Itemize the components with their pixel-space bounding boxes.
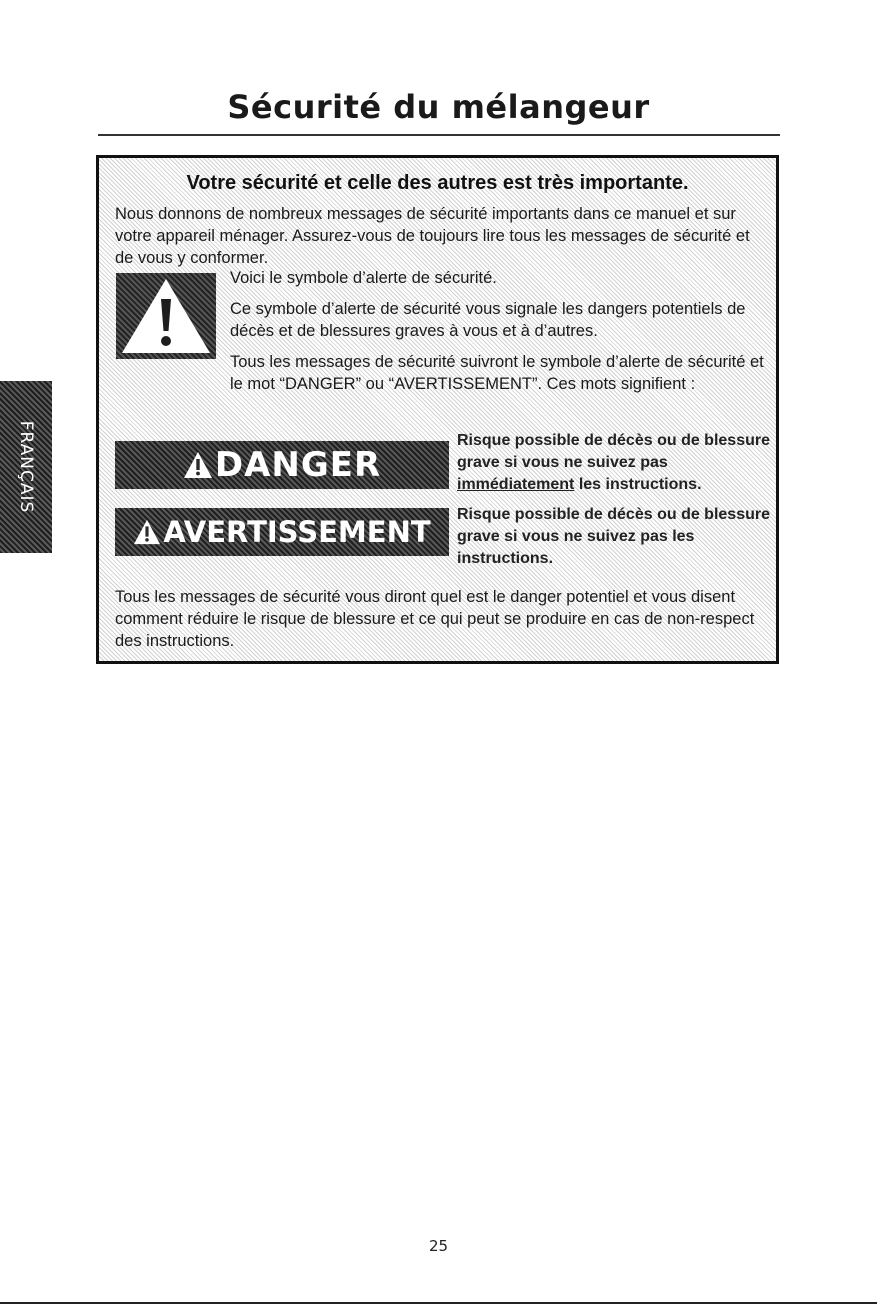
danger-alert-icon [183,451,213,479]
warning-signal-panel [115,508,449,556]
warning-alert-icon [133,519,161,545]
title-rule [98,134,780,136]
danger-desc-before: Risque possible de décès ou de blessure grave si vous ne suivez pas [457,432,770,471]
danger-label: DANGER [214,445,382,485]
danger-signal-panel [115,441,449,489]
safety-intro: Nous donnons de nombreux messages de sécurité importants dans ce manuel et sur votre appareil ménager. Assurez-vous de toujours lire tous les messages de sécurité et de vous y conformer. [115,205,750,267]
page-title: Sécurité du mélangeur [227,88,650,126]
side-tab-label: FRANÇAIS [16,420,36,514]
symbol-line-1: Voici le symbole d’alerte de sécurité. [230,269,497,287]
warning-label: AVERTISSEMENT [163,515,431,549]
symbol-line-2: Ce symbole d’alerte de sécurité vous signale les dangers potentiels de décès et de blessures graves à vous et à d’autres. [230,300,746,340]
safety-alert-triangle-icon [116,273,216,359]
danger-desc-after: les instructions. [574,476,702,493]
bottom-rule [0,1302,877,1304]
safety-box-heading: Votre sécurité et celle des autres est très importante. [186,172,689,194]
danger-description [457,430,777,496]
language-side-tab [0,381,52,553]
danger-desc-emphasis: immédiatement [457,476,575,493]
safety-box [96,155,779,664]
page-number: 25 [428,1237,449,1255]
safety-outro: Tous les messages de sécurité vous diront quel est le danger potentiel et vous disent comment réduire le risque de blessure et ce qui peut se produire en cas de non-respect des instructions. [115,588,755,650]
symbol-line-3: Tous les messages de sécurité suivront le symbole d’alerte de sécurité et le mot “DANGER” ou “AVERTISSEMENT”. Ces mots signifient : [230,353,764,393]
warning-description: Risque possible de décès ou de blessure grave si vous ne suivez pas les instructions. [457,506,770,567]
